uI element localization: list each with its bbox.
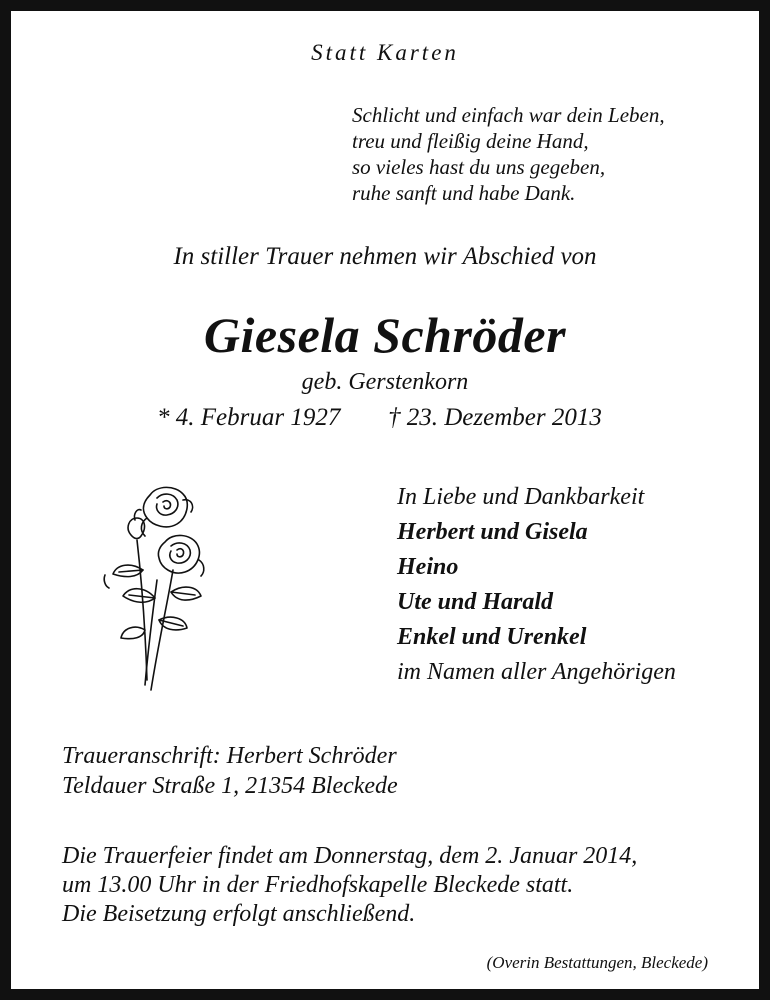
ceremony-line: Die Trauerfeier findet am Donnerstag, dem 2. Januar 2014, xyxy=(62,843,638,869)
ceremony-info xyxy=(62,842,637,929)
roses-icon xyxy=(95,480,213,695)
poem-line: Schlicht und einfach war dein Leben, xyxy=(352,103,665,127)
address-line: Traueranschrift: Herbert Schröder xyxy=(62,743,397,769)
death-date: † 23. Dezember 2013 xyxy=(388,404,602,431)
poem xyxy=(352,102,665,206)
poem-line: so vieles hast du uns gegeben, xyxy=(352,155,606,179)
farewell-intro: In stiller Trauer nehmen wir Abschied von xyxy=(173,243,597,270)
ceremony-line: um 13.00 Uhr in der Friedhofskapelle Bleckede statt. xyxy=(62,872,574,898)
mourning-address xyxy=(62,741,398,801)
ceremony-line: Die Beisetzung erfolgt anschließend. xyxy=(62,901,416,927)
mourner-name: Ute und Harald xyxy=(397,589,554,615)
undertaker-credit: (Overin Bestattungen, Bleckede) xyxy=(486,953,708,972)
birth-name: geb. Gerstenkorn xyxy=(301,369,469,395)
mourners-outro: im Namen aller Angehörigen xyxy=(397,659,676,685)
poem-line: treu und fleißig deine Hand, xyxy=(352,129,589,153)
mourner-name: Herbert und Gisela xyxy=(397,519,588,545)
poem-line: ruhe sanft und habe Dank. xyxy=(352,181,576,205)
mourners-block xyxy=(397,480,676,690)
birth-date: * 4. Februar 1927 xyxy=(157,404,341,431)
deceased-name: Giesela Schröder xyxy=(203,307,567,363)
mourners-intro: In Liebe und Dankbarkeit xyxy=(397,484,645,510)
notice-header: Statt Karten xyxy=(311,40,459,65)
address-line: Teldauer Straße 1, 21354 Bleckede xyxy=(62,773,398,799)
mourner-name: Heino xyxy=(397,554,459,580)
mourner-name: Enkel und Urenkel xyxy=(397,624,587,650)
